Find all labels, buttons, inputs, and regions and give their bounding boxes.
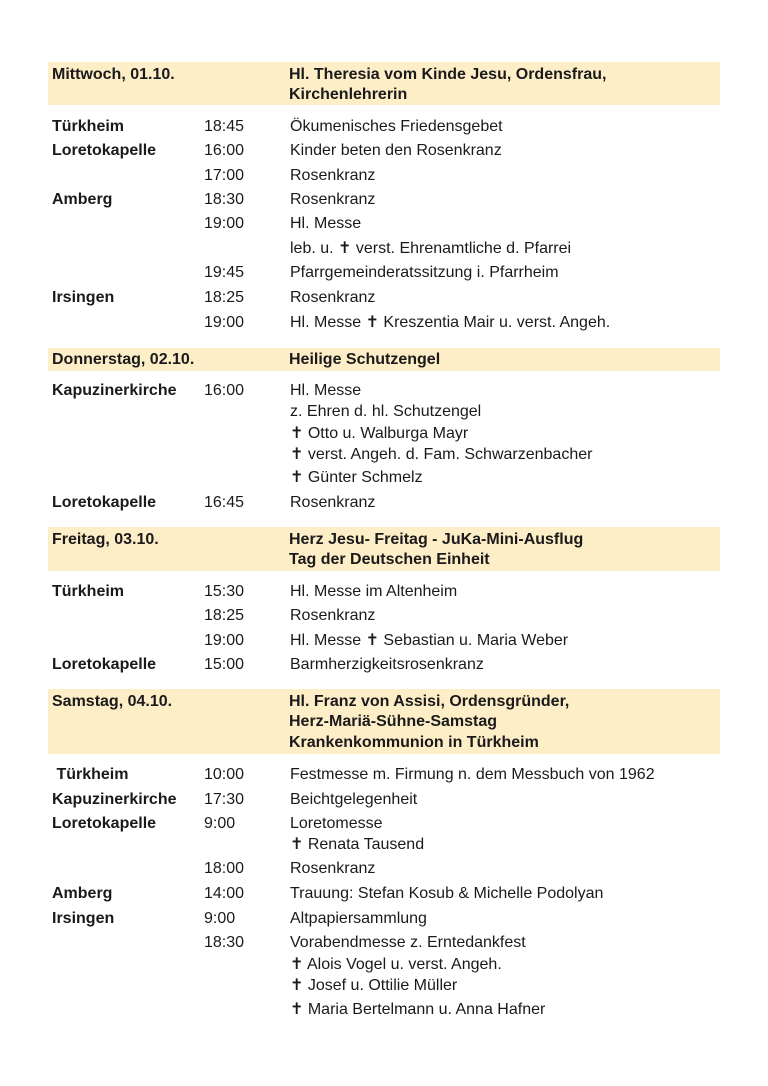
schedule-row <box>0 288 768 310</box>
time: 18:45 <box>204 118 245 135</box>
time: 19:00 <box>204 632 245 649</box>
description: Rosenkranz <box>290 289 376 306</box>
schedule-row <box>0 1000 768 1022</box>
description: Rosenkranz <box>290 607 376 624</box>
day-title-line: Herz Jesu- Freitag - JuKa-Mini-Ausflug <box>289 531 584 548</box>
time: 16:00 <box>204 382 245 399</box>
day-date: Samstag, 04.10. <box>52 693 173 710</box>
time: 16:45 <box>204 494 245 511</box>
description: ✝ Josef u. Ottilie Müller <box>290 977 458 994</box>
schedule-row <box>0 239 768 261</box>
time: 18:30 <box>204 934 245 951</box>
description: Ökumenisches Friedensgebet <box>290 118 503 135</box>
location: Türkheim <box>52 118 125 135</box>
description: Hl. Messe <box>290 215 362 232</box>
day-title-line: Herz-Mariä-Sühne-Samstag <box>289 713 498 730</box>
time: 9:00 <box>204 910 236 927</box>
time: 19:45 <box>204 264 245 281</box>
schedule-row <box>0 468 768 490</box>
schedule-row <box>0 976 768 998</box>
description: Vorabendmesse z. Erntedankfest <box>290 934 526 951</box>
schedule-row <box>0 402 768 424</box>
location: Loretokapelle <box>52 494 157 511</box>
time: 14:00 <box>204 885 245 902</box>
time: 18:00 <box>204 860 245 877</box>
time: 16:00 <box>204 142 245 159</box>
description: Rosenkranz <box>290 167 376 184</box>
schedule-row <box>0 141 768 163</box>
day-title-line: Krankenkommunion in Türkheim <box>289 734 539 751</box>
description: Rosenkranz <box>290 191 376 208</box>
time: 9:00 <box>204 815 236 832</box>
day-title-line: Kirchenlehrerin <box>289 86 408 103</box>
time: 18:30 <box>204 191 245 208</box>
schedule-row <box>0 313 768 335</box>
day-title-line: Heilige Schutzengel <box>289 351 441 368</box>
description: ✝ Maria Bertelmann u. Anna Hafner <box>290 1001 546 1018</box>
description: ✝ Alois Vogel u. verst. Angeh. <box>290 956 502 973</box>
description: Barmherzigkeitsrosenkranz <box>290 656 484 673</box>
schedule-row <box>0 790 768 812</box>
location: Irsingen <box>52 289 115 306</box>
schedule-row <box>0 859 768 881</box>
schedule-row <box>0 909 768 931</box>
schedule-row <box>0 263 768 285</box>
schedule-row <box>0 631 768 653</box>
description: Rosenkranz <box>290 860 376 877</box>
schedule-row <box>0 381 768 403</box>
schedule-row <box>0 655 768 677</box>
schedule-row <box>0 835 768 857</box>
location: Amberg <box>52 885 113 902</box>
time: 15:00 <box>204 656 245 673</box>
location: Türkheim <box>52 583 125 600</box>
schedule-row <box>0 214 768 236</box>
location: Kapuzinerkirche <box>52 791 177 808</box>
schedule-row <box>0 606 768 628</box>
day-header <box>48 527 720 571</box>
location: Amberg <box>52 191 113 208</box>
schedule-row <box>0 190 768 212</box>
time: 17:00 <box>204 167 245 184</box>
description: Hl. Messe ✝ Kreszentia Mair u. verst. Angeh. <box>290 314 611 331</box>
location: Türkheim <box>52 766 129 783</box>
description: ✝ Günter Schmelz <box>290 469 423 486</box>
day-date: Donnerstag, 02.10. <box>52 351 195 368</box>
description: leb. u. ✝ verst. Ehrenamtliche d. Pfarrei <box>290 240 572 257</box>
description: Loretomesse <box>290 815 383 832</box>
schedule-row <box>0 765 768 787</box>
description: Rosenkranz <box>290 494 376 511</box>
description: Pfarrgemeinderatssitzung i. Pfarrheim <box>290 264 559 281</box>
description: Altpapiersammlung <box>290 910 427 927</box>
schedule-row <box>0 884 768 906</box>
day-date: Mittwoch, 01.10. <box>52 66 175 83</box>
location: Irsingen <box>52 910 115 927</box>
location: Loretokapelle <box>52 656 157 673</box>
day-title-line: Hl. Franz von Assisi, Ordensgründer, <box>289 693 570 710</box>
schedule-row <box>0 814 768 836</box>
time: 19:00 <box>204 314 245 331</box>
time: 17:30 <box>204 791 245 808</box>
description: ✝ verst. Angeh. d. Fam. Schwarzenbacher <box>290 446 593 463</box>
location: Loretokapelle <box>52 815 157 832</box>
time: 19:00 <box>204 215 245 232</box>
description: Hl. Messe ✝ Sebastian u. Maria Weber <box>290 632 569 649</box>
time: 18:25 <box>204 607 245 624</box>
location: Kapuzinerkirche <box>52 382 177 399</box>
description: Festmesse m. Firmung n. dem Messbuch von 1962 <box>290 766 655 783</box>
description: ✝ Otto u. Walburga Mayr <box>290 425 469 442</box>
location: Loretokapelle <box>52 142 157 159</box>
schedule-row <box>0 955 768 977</box>
schedule-row <box>0 117 768 139</box>
schedule-row <box>0 424 768 446</box>
description: z. Ehren d. hl. Schutzengel <box>290 403 482 420</box>
schedule-row <box>0 933 768 955</box>
description: ✝ Renata Tausend <box>290 836 425 853</box>
day-title-line: Hl. Theresia vom Kinde Jesu, Ordensfrau, <box>289 66 607 83</box>
time: 18:25 <box>204 289 245 306</box>
day-title-line: Tag der Deutschen Einheit <box>289 551 490 568</box>
description: Beichtgelegenheit <box>290 791 418 808</box>
description: Kinder beten den Rosenkranz <box>290 142 502 159</box>
schedule-row <box>0 166 768 188</box>
day-header <box>48 62 720 105</box>
description: Trauung: Stefan Kosub & Michelle Podolyan <box>290 885 604 902</box>
schedule-row <box>0 445 768 467</box>
description: Hl. Messe <box>290 382 362 399</box>
time: 15:30 <box>204 583 245 600</box>
time: 10:00 <box>204 766 245 783</box>
day-header <box>48 348 720 371</box>
schedule-row <box>0 493 768 515</box>
description: Hl. Messe im Altenheim <box>290 583 458 600</box>
day-date: Freitag, 03.10. <box>52 531 159 548</box>
day-header <box>48 689 720 754</box>
schedule-row <box>0 582 768 604</box>
